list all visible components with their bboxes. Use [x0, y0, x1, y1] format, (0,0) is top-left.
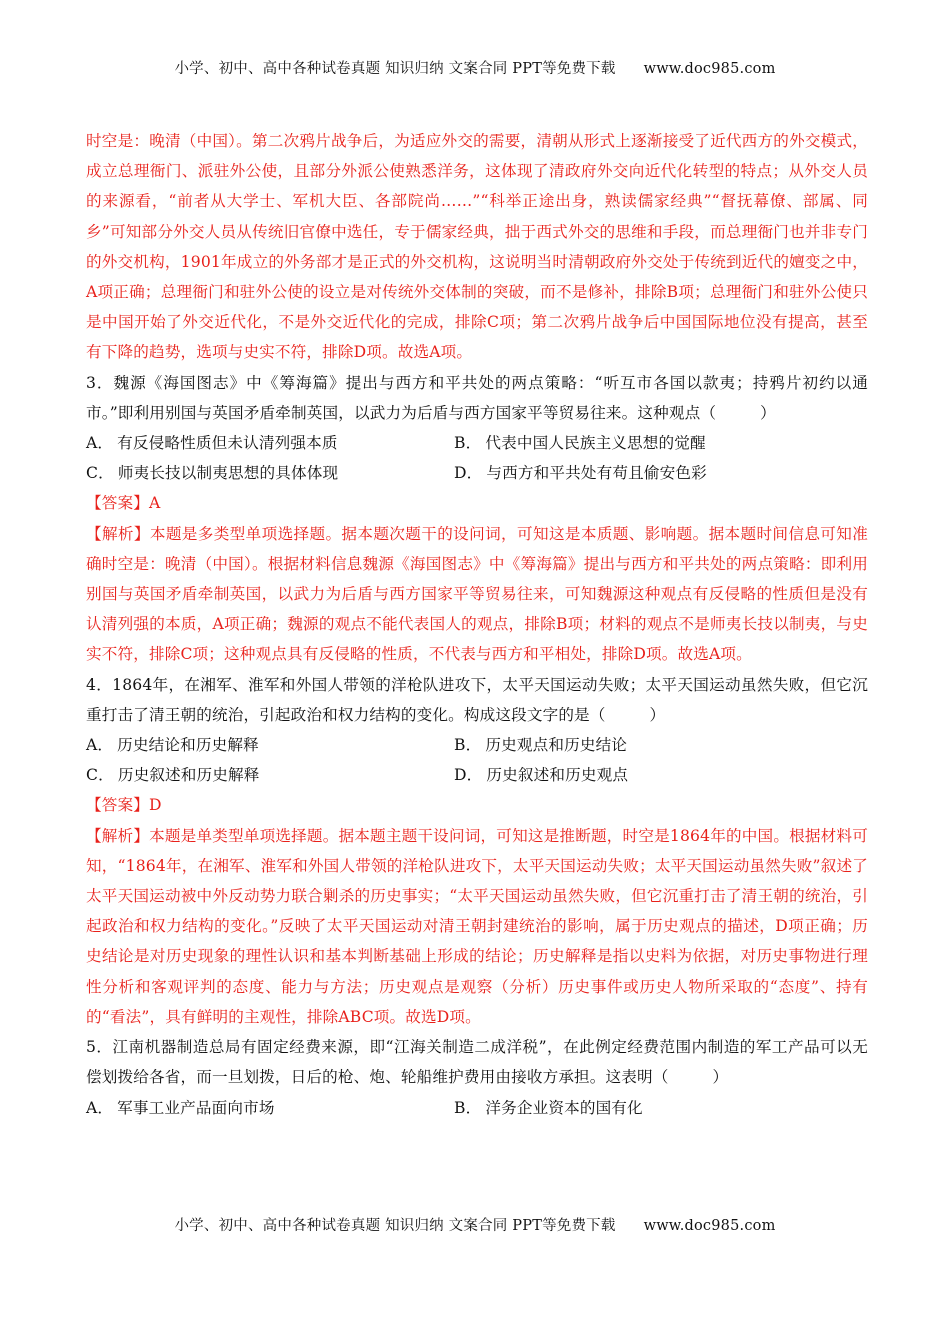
- answer-line: [86, 488, 868, 518]
- stem-end: ）: [712, 1068, 729, 1087]
- question-number: 4．: [86, 675, 113, 694]
- option-text: 历史结论和历史解释: [117, 736, 259, 755]
- option-letter: B．: [454, 736, 482, 755]
- option-letter: C．: [86, 766, 114, 785]
- options-grid: [86, 428, 868, 488]
- question-5: [86, 1032, 868, 1123]
- answer-value: D: [148, 796, 162, 815]
- option-c[interactable]: [86, 458, 454, 488]
- answer-line: [86, 790, 868, 820]
- question-text: 1864年，在湘军、淮军和外国人带领的洋枪队进攻下，太平天国运动失败；太平天国运动虽然失败，但它沉重打击了清王朝的统治，引起政治和权力结构的变化。构成这段文字的是（: [86, 675, 868, 724]
- option-text: 有反侵略性质但未认清列强本质: [117, 434, 338, 453]
- option-text: 军事工业产品面向市场: [117, 1098, 275, 1117]
- intro-explanation: 时空是：晚清（中国）。第二次鸦片战争后，为适应外交的需要，清朝从形式上逐渐接受了近代西方的外交模式，成立总理衙门、派驻外公使，且部分外派公使熟悉洋务，这体现了清政府外交向近代化转型的特点；从外交人员的来源看，“前者从大学士、军机大臣、各部院尚……”“科举正途出身，熟读儒家经典”“督抚幕僚、部属、同乡”可知部分外交人员从传统旧官僚中选任，专于儒家经典，拙于西式外交的思维和手段，而总理衙门也并非专门的外交机构，1901年成立的外务部才是正式的外交机构，这说明当时清朝政府外交处于传统到近代的嬗变之中，A项正确；总理衙门和驻外公使的设立是对传统外交体制的突破，而不是修补，排除B项；总理衙门和驻外公使只是中国开始了外交近代化，不是外交近代化的完成，排除C项；第二次鸦片战争后中国国际地位没有提高，甚至有下降的趋势，选项与史实不符，排除D项。故选A项。: [86, 132, 868, 362]
- option-d[interactable]: [454, 458, 868, 488]
- question-stem: [86, 368, 868, 428]
- option-text: 历史观点和历史结论: [485, 736, 628, 755]
- question-number: 5．: [86, 1038, 113, 1057]
- option-a[interactable]: [86, 428, 454, 458]
- question-text: 魏源《海国图志》中《筹海篇》提出与西方和平共处的两点策略：“听互市各国以款夷；持鸦片初约以通市。”即利用别国与英国矛盾牵制英国，以武力为后盾与西方国家平等贸易往来。这种观点（: [86, 373, 868, 422]
- options-grid: [86, 730, 868, 790]
- option-text: 代表中国人民族主义思想的觉醒: [485, 434, 706, 453]
- footer-text: 小学、初中、高中各种试卷真题 知识归纳 文案合同 PPT等免费下载: [174, 1218, 616, 1234]
- analysis: [86, 821, 868, 1032]
- option-text: 历史叙述和历史观点: [486, 766, 629, 785]
- question-3: [86, 368, 868, 670]
- analysis-label: 【解析】: [86, 826, 150, 845]
- answer-label: 【答案】: [86, 796, 149, 815]
- option-text: 师夷长技以制夷思想的具体体现: [117, 464, 339, 483]
- analysis-text: 本题是多类型单项选择题。据本题次题干的设问词，可知这是本质题、影响题。据本题时间信息可知准确时空是：晚清（中国）。根据材料信息魏源《海国图志》中《筹海篇》提出与西方和平共处的两点策略：即利用别国与英国矛盾牵制英国，以武力为后盾与西方国家平等贸易往来，可知魏源这种观点有反侵略的性质但是没有认清列强的本质，A项正确；魏源的观点不能代表国人的观点，排除B项；材料的观点不是师夷长技以制夷，与史实不符，排除C项；这种观点具有反侵略的性质，不代表与西方和平相处，排除D项。故选A项。: [86, 524, 868, 664]
- option-letter: A．: [86, 434, 114, 453]
- question-stem: [86, 1032, 868, 1092]
- page-footer: [0, 1214, 950, 1235]
- option-a[interactable]: [86, 730, 454, 760]
- option-letter: B．: [454, 434, 482, 453]
- option-b[interactable]: [454, 428, 868, 458]
- analysis: [86, 519, 868, 670]
- question-stem: [86, 670, 868, 730]
- answer-value: A: [148, 494, 161, 513]
- option-letter: C．: [86, 464, 114, 483]
- option-d[interactable]: [454, 760, 868, 790]
- page-content: [86, 126, 868, 1123]
- option-text: 与西方和平共处有苟且偷安色彩: [486, 464, 707, 483]
- option-c[interactable]: [86, 760, 454, 790]
- option-b[interactable]: [454, 730, 868, 760]
- analysis-label: 【解析】: [86, 524, 150, 543]
- header-site-link[interactable]: www.doc985.com: [643, 61, 776, 77]
- option-letter: D．: [454, 766, 483, 785]
- option-letter: D．: [454, 464, 483, 483]
- option-b[interactable]: [454, 1093, 868, 1123]
- options-grid: [86, 1093, 868, 1123]
- option-letter: B．: [454, 1098, 482, 1117]
- question-number: 3．: [86, 373, 114, 392]
- option-text: 历史叙述和历史解释: [117, 766, 260, 785]
- option-a[interactable]: [86, 1093, 454, 1123]
- footer-site-link[interactable]: www.doc985.com: [643, 1218, 776, 1234]
- analysis-text: 本题是单类型单项选择题。据本题主题干设问词，可知这是推断题，时空是1864年的中国。根据材料可知，“1864年，在湘军、淮军和外国人带领的洋枪队进攻下，太平天国运动失败；太平天国运动虽然失败”叙述了太平天国运动被中外反动势力联合剿杀的历史事实；“太平天国运动虽然失败，但它沉重打击了清王朝的统治，引起政治和权力结构的变化。”反映了太平天国运动对清王朝封建统治的影响，属于历史观点的描述，D项正确；历史结论是对历史现象的理性认识和基本判断基础上形成的结论；历史解释是指以史料为依据，对历史事物进行理性分析和客观评判的态度、能力与方法；历史观点是观察（分析）历史事件或历史人物所采取的“态度”、持有的“看法”，具有鲜明的主观性，排除ABC项。故选D项。: [86, 826, 868, 1026]
- question-4: [86, 670, 868, 1032]
- answer-label: 【答案】: [86, 494, 149, 513]
- option-letter: A．: [86, 736, 114, 755]
- question-text: 江南机器制造总局有固定经费来源，即“江海关制造二成洋税”，在此例定经费范围内制造的军工产品可以无偿划拨给各省，而一旦划拨，日后的枪、炮、轮船维护费用由接收方承担。这表明（: [86, 1038, 868, 1087]
- option-text: 洋务企业资本的国有化: [485, 1098, 643, 1117]
- stem-end: ）: [760, 403, 776, 422]
- stem-end: ）: [649, 705, 666, 724]
- page-header: [0, 57, 950, 78]
- option-letter: A．: [86, 1098, 114, 1117]
- header-text: 小学、初中、高中各种试卷真题 知识归纳 文案合同 PPT等免费下载: [174, 61, 616, 77]
